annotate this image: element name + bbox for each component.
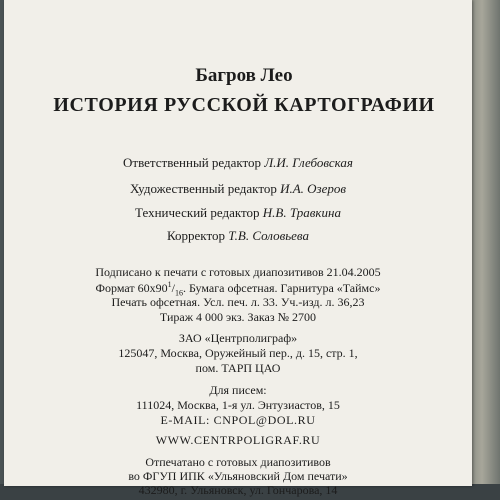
print-format-sup: 1 [167, 280, 172, 289]
letters-email: E-MAIL: CNPOL@DOL.RU [160, 413, 316, 427]
credit-role: Художественный редактор [129, 181, 277, 196]
print-sheets: Печать офсетная. Усл. печ. л. 33. Уч.-изд. л. 36,23 [111, 295, 365, 309]
print-format-sub: 16 [174, 288, 183, 298]
credit-role: Корректор [167, 228, 225, 243]
publisher-name: ЗАО «Центрполиграф» [178, 331, 298, 345]
credit-name: Т.В. Соловьева [228, 228, 309, 243]
book-page [4, 0, 472, 486]
printer-line-3 [4, 483, 472, 486]
credit-line [4, 205, 472, 221]
print-run: Тираж 4 000 экз. Заказ № 2700 [159, 310, 317, 324]
letters-heading: Для писем: [209, 383, 267, 397]
print-signed: Подписано к печати с готовых диапозитивов 21.04.2005 [95, 265, 381, 279]
print-format-prefix: Формат 60х90 [95, 281, 168, 295]
book-title: ИСТОРИЯ РУССКОЙ КАРТОГРАФИИ [53, 94, 435, 116]
letters-address: 111024, Москва, 1-я ул. Энтузиастов, 15 [136, 398, 340, 412]
printer-line-2: во ФГУП ИПК «Ульяновский Дом печати» [128, 469, 348, 483]
credit-role: Ответственный редактор [123, 155, 262, 170]
printer-line-1: Отпечатано с готовых диапозитивов [145, 455, 331, 469]
website-url: WWW.CENTRPOLIGRAF.RU [155, 433, 321, 447]
credit-name: Н.В. Травкина [262, 205, 341, 220]
print-format-suffix: . Бумага офсетная. Гарнитура «Таймс» [182, 281, 381, 295]
book-author: Багров Лео [195, 65, 293, 86]
credit-name: Л.И. Глебовская [264, 155, 353, 170]
credit-line [4, 228, 472, 244]
publisher-address: 125047, Москва, Оружейный пер., д. 15, стр. 1, [118, 346, 358, 360]
credit-role: Технический редактор [135, 205, 260, 220]
print-format: Формат $60х90^1/_{16}$. Бумага офсетная. Гарнитура «Таймс» [95, 280, 381, 298]
credit-line [4, 155, 472, 171]
credit-name: И.А. Озеров [280, 181, 347, 196]
credit-line [4, 181, 472, 197]
publisher-address-2: пом. ТАРП ЦАО [195, 361, 281, 375]
